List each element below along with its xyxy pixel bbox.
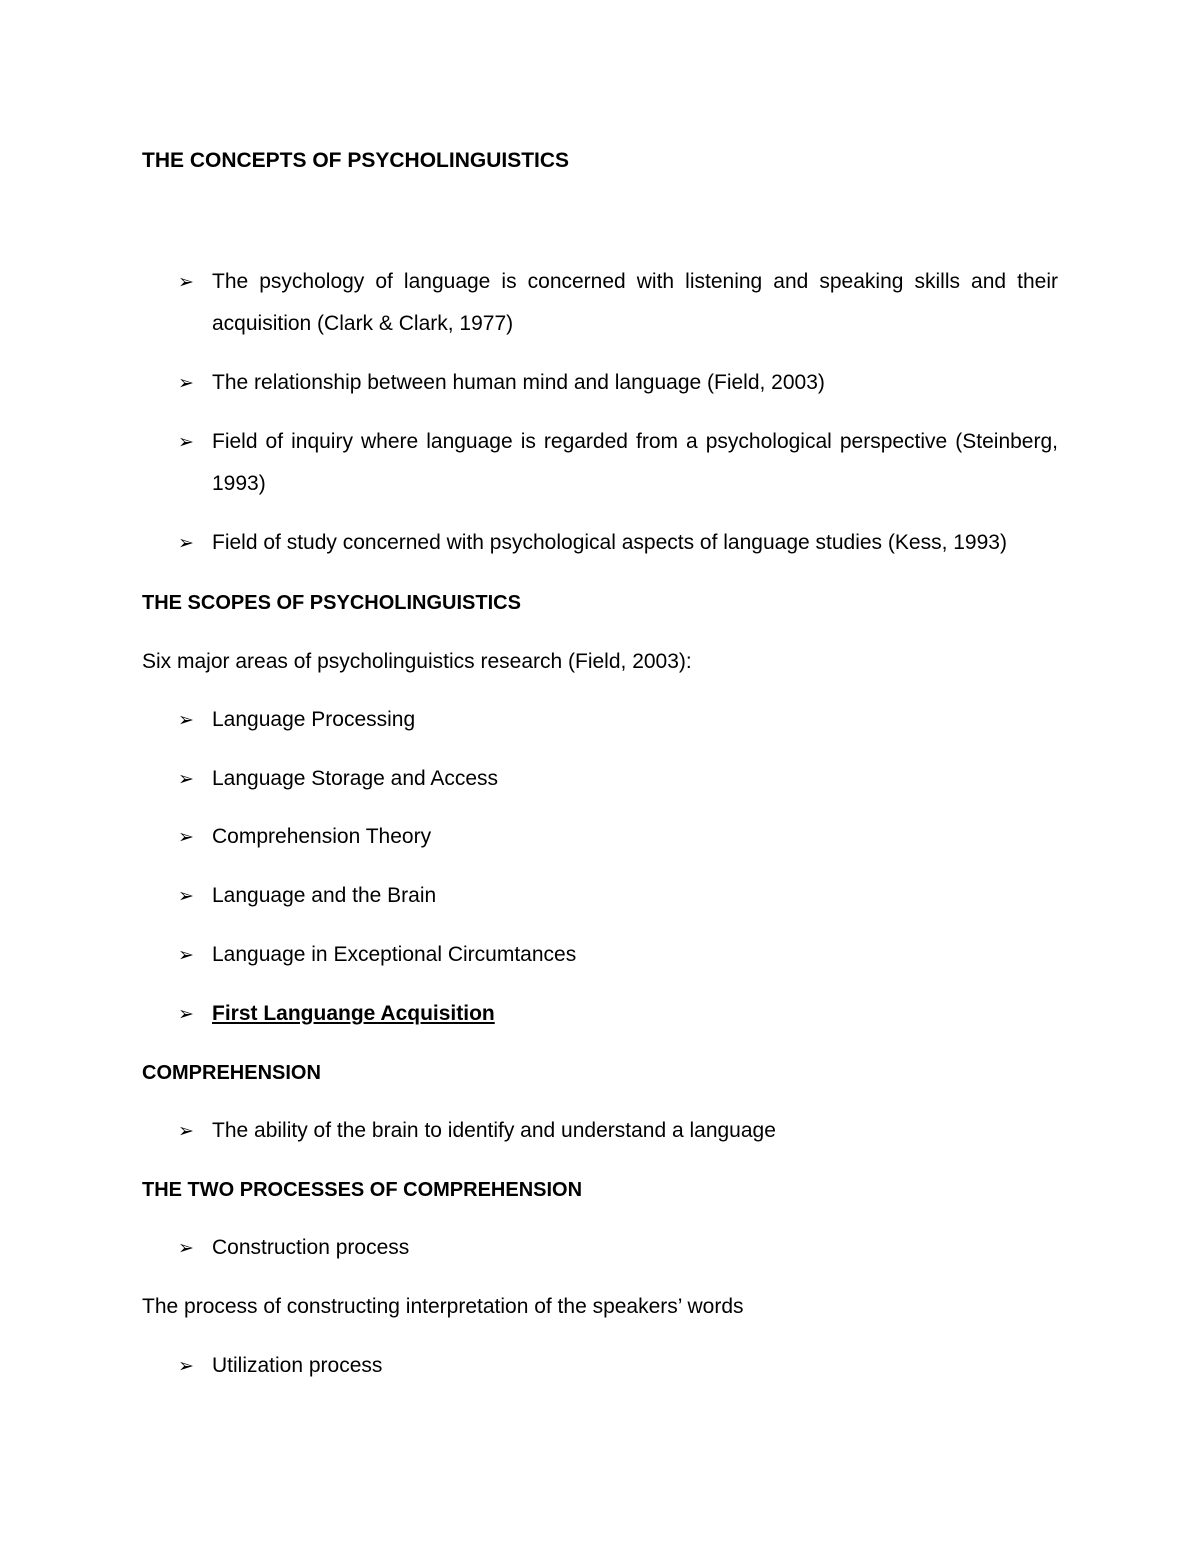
- arrow-bullet-icon: ➢: [178, 1003, 194, 1025]
- processes-heading: THE TWO PROCESSES OF COMPREHENSION: [142, 1179, 583, 1201]
- scope-item-text: Language and the Brain: [212, 884, 437, 907]
- scopes-intro: Six major areas of psycholinguistics research (Field, 2003):: [142, 650, 692, 673]
- process-item-utilization: [142, 1345, 1058, 1387]
- arrow-bullet-icon: ➢: [178, 709, 194, 731]
- process-item-text: Utilization process: [212, 1354, 383, 1377]
- scope-item-4: [142, 875, 1058, 917]
- concept-item-text: Field of study concerned with psychological aspects of language studies (Kess, 1993): [212, 531, 1007, 554]
- comprehension-heading: COMPREHENSION: [142, 1062, 321, 1084]
- arrow-bullet-icon: ➢: [178, 532, 194, 554]
- arrow-bullet-icon: ➢: [178, 826, 194, 848]
- process-item-text: Construction process: [212, 1236, 410, 1259]
- comprehension-item-text: The ability of the brain to identify and understand a language: [212, 1119, 776, 1142]
- arrow-bullet-icon: ➢: [178, 372, 194, 394]
- concept-item-1: [142, 261, 1058, 345]
- concept-item-text: The relationship between human mind and language (Field, 2003): [212, 371, 825, 394]
- arrow-bullet-icon: ➢: [178, 1120, 194, 1142]
- concept-item-text: The psychology of language is concerned with listening and speaking skills and their acquisition (Clark & Clark, 1977): [212, 270, 1058, 335]
- construction-description: The process of constructing interpretation of the speakers’ words: [142, 1295, 744, 1318]
- scope-item-text: Language in Exceptional Circumtances: [212, 943, 577, 966]
- concept-item-3: [142, 421, 1058, 505]
- scope-item-2: [142, 758, 1058, 800]
- arrow-bullet-icon: ➢: [178, 431, 194, 453]
- concept-item-text: Field of inquiry where language is regarded from a psychological perspective (Steinberg, 1993): [212, 430, 1058, 495]
- scope-item-3: [142, 816, 1058, 858]
- scope-item-1: [142, 699, 1058, 741]
- scope-item-6: [142, 993, 1058, 1035]
- concept-item-2: [142, 362, 1058, 404]
- process-item-construction: [142, 1227, 1058, 1269]
- arrow-bullet-icon: ➢: [178, 885, 194, 907]
- arrow-bullet-icon: ➢: [178, 1355, 194, 1377]
- scope-item-text-underlined: First Languange Acquisition: [212, 1002, 495, 1025]
- concept-item-4: [142, 522, 1058, 564]
- scopes-heading: THE SCOPES OF PSYCHOLINGUISTICS: [142, 592, 521, 614]
- arrow-bullet-icon: ➢: [178, 768, 194, 790]
- scope-item-text: Comprehension Theory: [212, 825, 432, 848]
- scope-item-text: Language Processing: [212, 708, 416, 731]
- arrow-bullet-icon: ➢: [178, 944, 194, 966]
- scope-item-5: [142, 934, 1058, 976]
- comprehension-item-1: [142, 1110, 1058, 1152]
- scope-item-text: Language Storage and Access: [212, 767, 499, 790]
- arrow-bullet-icon: ➢: [178, 1237, 194, 1259]
- concepts-heading: THE CONCEPTS OF PSYCHOLINGUISTICS: [142, 149, 570, 172]
- arrow-bullet-icon: ➢: [178, 271, 194, 293]
